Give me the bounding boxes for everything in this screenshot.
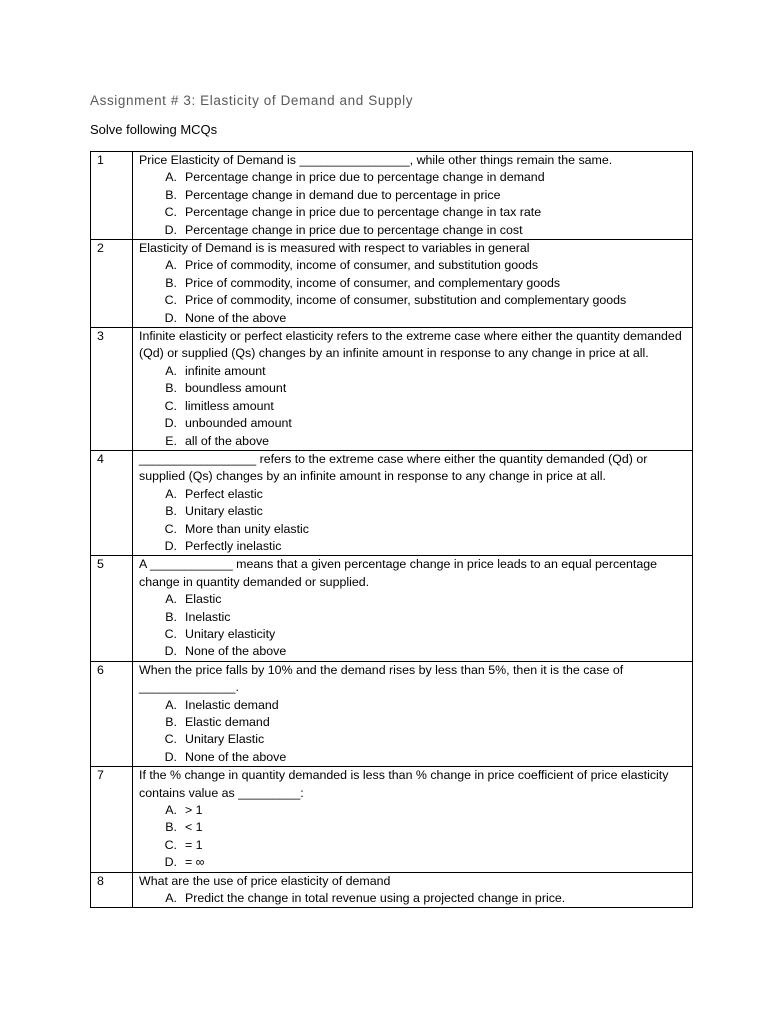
option-letter: C. xyxy=(164,398,177,413)
answer-option xyxy=(139,222,688,239)
answer-option xyxy=(139,521,688,538)
option-letter: C. xyxy=(164,521,177,536)
option-text: Predict the change in total revenue using a projected change in price. xyxy=(185,891,566,906)
question-content xyxy=(133,328,693,451)
option-letter: E. xyxy=(165,433,177,448)
mcq-table-body xyxy=(91,152,693,908)
option-text: Elastic demand xyxy=(185,715,270,729)
question-content xyxy=(133,450,693,555)
option-letter: C. xyxy=(164,205,177,220)
option-letter: D. xyxy=(164,416,177,431)
option-letter: C. xyxy=(164,837,177,852)
option-text: < 1 xyxy=(185,820,203,835)
option-text: infinite amount xyxy=(185,363,266,378)
option-letter: C. xyxy=(164,626,177,641)
option-letter: D. xyxy=(164,310,177,325)
option-text: Inelastic demand xyxy=(185,697,279,712)
option-text: all of the above xyxy=(185,433,270,448)
question-row xyxy=(91,240,693,328)
option-text: Perfect elastic xyxy=(185,486,263,501)
question-content xyxy=(133,872,693,908)
answer-option xyxy=(139,697,688,714)
option-letter: A. xyxy=(165,486,177,501)
option-text: Perfectly inelastic xyxy=(185,538,282,553)
answer-option xyxy=(139,837,688,854)
instruction-text: Solve following MCQs xyxy=(90,122,218,137)
answer-option xyxy=(139,204,688,221)
option-letter: D. xyxy=(164,644,177,659)
answer-option xyxy=(139,854,688,871)
answer-option xyxy=(139,714,688,731)
option-text: Price of commodity, income of consumer, and complementary goods xyxy=(185,275,561,290)
option-text: = 1 xyxy=(185,837,203,852)
option-letter: B. xyxy=(165,820,177,835)
option-letter: B. xyxy=(165,187,177,202)
question-text: _________________ refers to the extreme case where either the quantity demanded (Qd) or supplied (Qs) changes by an infinite amount in response to any change in price at all. xyxy=(139,451,648,484)
option-letter: A. xyxy=(165,592,177,607)
option-letter: A. xyxy=(165,891,177,906)
question-row xyxy=(91,450,693,555)
option-text: Elastic xyxy=(185,592,222,607)
option-text: None of the above xyxy=(185,310,287,325)
option-text: = ∞ xyxy=(185,855,205,870)
question-row xyxy=(91,152,693,240)
option-letter: B. xyxy=(165,381,177,396)
option-text: Price of commodity, income of consumer, and substitution goods xyxy=(185,258,539,273)
option-letter: A. xyxy=(165,803,177,818)
document-title: Assignment # 3: Elasticity of Demand and Supply xyxy=(90,93,414,108)
option-text: Percentage change in price due to percentage change in demand xyxy=(185,170,545,185)
option-text: Unitary elasticity xyxy=(185,626,276,641)
question-row xyxy=(91,328,693,451)
option-text: More than unity elastic xyxy=(185,521,309,536)
answer-option xyxy=(139,292,688,309)
answer-option xyxy=(139,257,688,274)
answer-option xyxy=(139,380,688,397)
question-row xyxy=(91,661,693,766)
question-number: 1 xyxy=(91,152,133,240)
option-letter: B. xyxy=(165,275,177,290)
question-number: 3 xyxy=(91,328,133,451)
option-text: None of the above xyxy=(185,644,287,659)
question-content xyxy=(133,240,693,328)
option-letter: A. xyxy=(165,258,177,273)
option-text: boundless amount xyxy=(185,381,287,396)
option-letter: C. xyxy=(164,293,177,308)
answer-option xyxy=(139,802,688,819)
option-text: unbounded amount xyxy=(185,416,292,431)
option-text: Price of commodity, income of consumer, substitution and complementary goods xyxy=(185,293,627,308)
answer-option xyxy=(139,275,688,292)
question-number: 8 xyxy=(91,872,133,908)
question-row xyxy=(91,767,693,872)
answer-option xyxy=(139,310,688,327)
question-content xyxy=(133,556,693,661)
question-number: 7 xyxy=(91,767,133,872)
question-text: Price Elasticity of Demand is ________________, while other things remain the same. xyxy=(139,153,613,167)
option-letter: D. xyxy=(164,222,177,237)
answer-option xyxy=(139,398,688,415)
question-text: Infinite elasticity or perfect elasticity refers to the extreme case where either the quantity demanded (Qd) or supplied (Qs) changes by an infinite amount in response to any change in price at all. xyxy=(139,329,682,361)
question-text: Elasticity of Demand is is measured with respect to variables in general xyxy=(139,241,530,256)
option-letter: D. xyxy=(164,749,177,764)
answer-option xyxy=(139,626,688,643)
question-content xyxy=(133,767,693,872)
mcq-table xyxy=(90,151,693,908)
option-text: > 1 xyxy=(185,803,203,818)
answer-option xyxy=(139,538,688,555)
option-letter: B. xyxy=(165,715,177,729)
answer-option xyxy=(139,363,688,380)
question-number: 6 xyxy=(91,661,133,766)
answer-option xyxy=(139,433,688,450)
answer-option xyxy=(139,890,688,907)
option-letter: B. xyxy=(165,609,177,624)
answer-option xyxy=(139,591,688,608)
option-text: None of the above xyxy=(185,749,287,764)
option-text: Unitary elastic xyxy=(185,504,263,519)
option-text: Unitary Elastic xyxy=(185,732,265,747)
option-letter: A. xyxy=(165,697,177,712)
question-number: 2 xyxy=(91,240,133,328)
question-text: What are the use of price elasticity of demand xyxy=(139,873,391,888)
question-content xyxy=(133,661,693,766)
option-letter: A. xyxy=(165,363,177,378)
option-letter: D. xyxy=(164,538,177,553)
answer-option xyxy=(139,609,688,626)
question-text: When the price falls by 10% and the demand rises by less than 5%, then it is the case of ______________. xyxy=(139,662,624,695)
answer-option xyxy=(139,819,688,836)
answer-option xyxy=(139,187,688,204)
option-text: limitless amount xyxy=(185,398,274,413)
answer-option xyxy=(139,749,688,766)
option-text: Percentage change in demand due to percentage in price xyxy=(185,187,501,202)
answer-option xyxy=(139,169,688,186)
question-row xyxy=(91,556,693,661)
option-letter: D. xyxy=(164,855,177,870)
answer-option xyxy=(139,643,688,660)
answer-option xyxy=(139,731,688,748)
option-letter: A. xyxy=(165,170,177,185)
answer-option xyxy=(139,486,688,503)
option-text: Percentage change in price due to percentage change in tax rate xyxy=(185,205,542,220)
option-letter: B. xyxy=(165,504,177,519)
question-text: A ____________ means that a given percentage change in price leads to an equal percentage change in quantity demanded or supplied. xyxy=(139,557,658,589)
question-text: If the % change in quantity demanded is less than % change in price coefficient of price elasticity contains value as _________: xyxy=(139,768,669,800)
question-number: 5 xyxy=(91,556,133,661)
question-row xyxy=(91,872,693,908)
question-content xyxy=(133,152,693,240)
option-text: Inelastic xyxy=(185,609,231,624)
option-letter: C. xyxy=(164,732,177,747)
answer-option xyxy=(139,503,688,520)
question-number: 4 xyxy=(91,450,133,555)
answer-option xyxy=(139,415,688,432)
option-text: Percentage change in price due to percentage change in cost xyxy=(185,222,523,237)
